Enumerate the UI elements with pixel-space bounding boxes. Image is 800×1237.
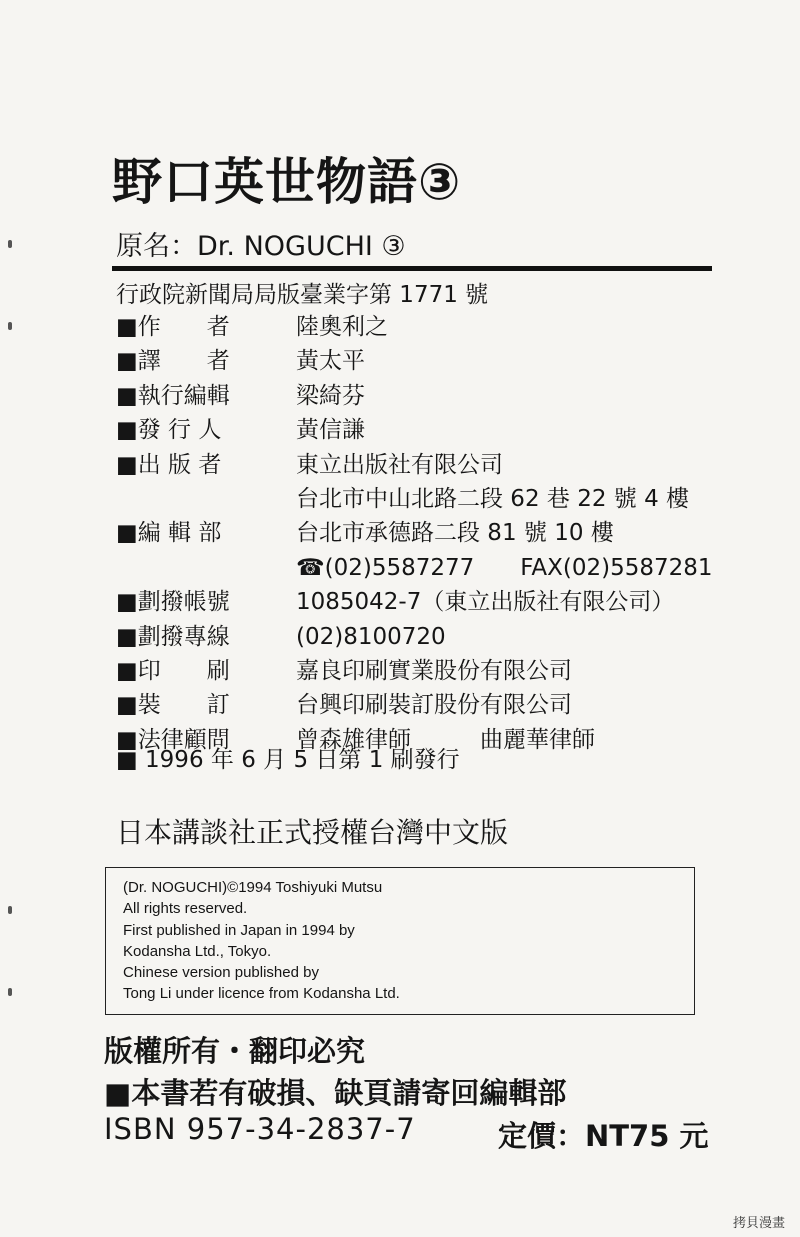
credit-value: 台北市中山北路二段 62 巷 22 號 4 樓: [296, 486, 690, 512]
original-title: 原名：Dr. NOGUCHI ③: [116, 231, 406, 262]
credit-label: ■發 行 人: [116, 417, 222, 444]
credit-label: ■出 版 者: [116, 451, 222, 478]
copyright-line: Tong Li under licence from Kodansha Ltd.: [123, 985, 400, 1003]
credit-value: 黃太平: [296, 348, 365, 375]
price: 定價：NT75 元: [498, 1119, 709, 1153]
credit-value: 台北市承德路二段 81 號 10 樓: [296, 520, 614, 547]
credit-label: ■印 刷: [116, 658, 230, 684]
credit-label: ■裝 訂: [116, 692, 230, 719]
credit-value: 梁綺芬: [296, 382, 365, 409]
credit-label: ■劃撥專線: [116, 623, 230, 650]
credit-value: 曾森雄律師 曲麗華律師: [296, 726, 595, 753]
copyright-line: (Dr. NOGUCHI)©1994 Toshiyuki Mutsu: [123, 879, 383, 896]
binding-mark: [8, 240, 12, 248]
authorization-line: 日本講談社正式授權台灣中文版: [116, 816, 509, 849]
watermark-logo: 拷貝漫畫: [733, 1216, 786, 1231]
return-notice: ■本書若有破損、缺頁請寄回編輯部: [104, 1076, 567, 1110]
rights-notice: 版權所有・翻印必究: [104, 1034, 366, 1068]
credit-value: 陸奧利之: [296, 314, 388, 340]
credit-value: 嘉良印刷實業股份有限公司: [296, 658, 572, 684]
publish-date: ■ 1996 年 6 月 5 日第 1 刷發行: [116, 747, 460, 773]
credit-label: ■編 輯 部: [116, 520, 222, 547]
credit-value: ☎(02)5587277 FAX(02)5587281: [296, 554, 713, 581]
copyright-line: First published in Japan in 1994 by: [123, 921, 355, 939]
credit-label: ■譯 者: [116, 348, 230, 375]
copyright-box: [105, 867, 695, 1015]
copyright-line: Kodansha Ltd., Tokyo.: [123, 942, 272, 960]
binding-mark: [8, 322, 12, 330]
credit-label: ■劃撥帳號: [116, 589, 230, 616]
credit-value: 黃信謙: [296, 417, 365, 444]
binding-mark: [8, 988, 12, 996]
registration-number: 行政院新聞局局版臺業字第 1771 號: [116, 282, 489, 308]
binding-mark: [8, 906, 12, 914]
book-title: 野口英世物語③: [112, 153, 462, 211]
title-divider: [112, 266, 712, 271]
credit-value: 1085042-7（東立出版社有限公司）: [296, 589, 675, 616]
credit-label: ■執行編輯: [116, 382, 230, 409]
credit-label: ■作 者: [116, 314, 230, 340]
copyright-line: All rights reserved.: [123, 900, 248, 918]
copyright-line: Chinese version published by: [123, 964, 319, 982]
isbn: ISBN 957-34-2837-7: [104, 1112, 416, 1146]
credit-value: 東立出版社有限公司: [296, 451, 503, 478]
credit-label: ■法律顧問: [116, 726, 230, 753]
credit-value: (02)8100720: [296, 623, 446, 650]
credit-value: 台興印刷裝訂股份有限公司: [296, 692, 572, 719]
